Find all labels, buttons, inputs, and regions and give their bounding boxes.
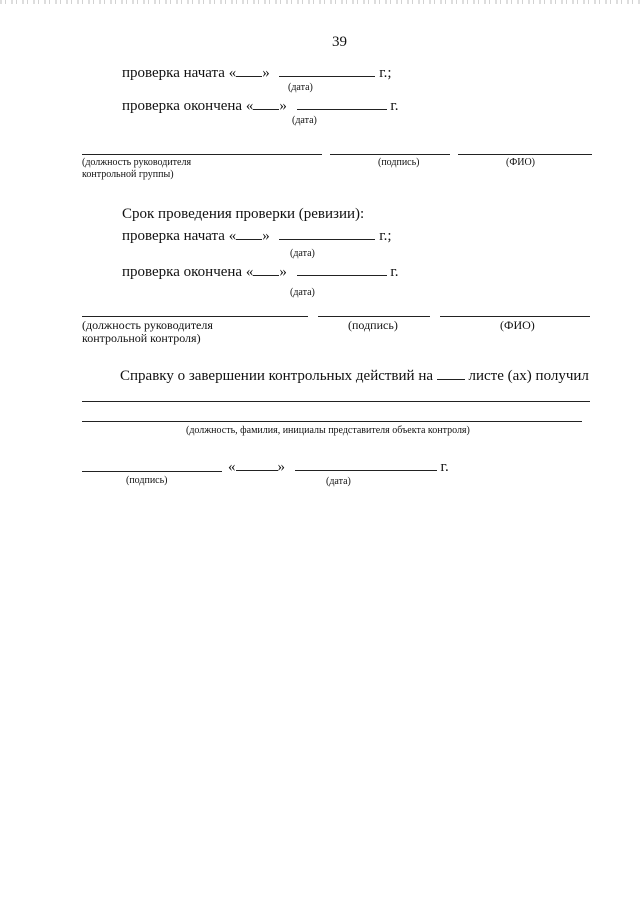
check-start-prefix: проверка начата « [122,65,237,81]
fio-caption: (ФИО) [506,157,536,168]
day-blank[interactable] [236,64,262,77]
page-number: 39 [332,34,347,50]
receipt-date-line [228,458,449,476]
position-line[interactable] [82,154,322,155]
fio-caption: (ФИО) [500,318,535,332]
check-end-prefix: проверка окончена « [122,98,254,114]
date-blank[interactable] [295,458,437,471]
check-start-mid: » [262,65,270,81]
inspection-period-heading: Срок проведения проверки (ревизии): [122,206,365,222]
date-caption: (дата) [290,248,315,259]
position-line[interactable] [82,316,308,317]
date-caption: (дата) [288,82,313,93]
receipt-signature-caption: (подпись) [126,475,168,486]
date-caption: (дата) [292,115,317,126]
check-end-mid: » [279,98,287,114]
sheet-count-blank[interactable] [437,367,465,380]
receipt-text-after: листе (ах) получил [468,368,589,384]
date-blank[interactable] [297,97,387,110]
check-end-suffix: г. [390,264,399,280]
date-blank[interactable] [297,263,387,276]
year-suffix: г. [440,459,449,475]
quote-close: » [277,459,285,475]
position-caption-2: контрольной контроля) [82,331,201,345]
day-blank[interactable] [253,97,279,110]
scan-artifact-top [0,0,640,4]
check-start-suffix: г.; [379,65,392,81]
day-blank[interactable] [236,227,262,240]
signature-line[interactable] [330,154,450,155]
receipt-signature-line[interactable] [82,471,222,472]
fio-line[interactable] [458,154,592,155]
quote-open: « [228,459,236,475]
position-caption-2: контрольной группы) [82,169,174,180]
date-blank[interactable] [279,227,375,240]
check-end-mid: » [279,264,287,280]
check-start-prefix: проверка начата « [122,228,237,244]
receipt-date-caption: (дата) [326,476,351,487]
check-end-line-2 [122,263,399,281]
receipt-statement [120,367,589,385]
recipient-line-1[interactable] [82,401,590,402]
recipient-line-2[interactable] [82,421,582,422]
recipient-caption: (должность, фамилия, инициалы представителя объекта контроля) [186,425,470,436]
signature-caption: (подпись) [378,157,420,168]
day-blank[interactable] [236,458,278,471]
check-end-line-1 [122,97,399,115]
check-start-line-1 [122,64,392,82]
receipt-text-before: Справку о завершении контрольных действий на [120,368,434,384]
fio-line[interactable] [440,316,590,317]
date-caption: (дата) [290,287,315,298]
position-caption-1: (должность руководителя [82,318,213,332]
signature-line[interactable] [318,316,430,317]
check-start-suffix: г.; [379,228,392,244]
check-end-suffix: г. [390,98,399,114]
day-blank[interactable] [253,263,279,276]
check-start-line-2 [122,227,392,245]
date-blank[interactable] [279,64,375,77]
signature-caption: (подпись) [348,318,398,332]
position-caption-1: (должность руководителя [82,157,192,168]
check-end-prefix: проверка окончена « [122,264,254,280]
check-start-mid: » [262,228,270,244]
